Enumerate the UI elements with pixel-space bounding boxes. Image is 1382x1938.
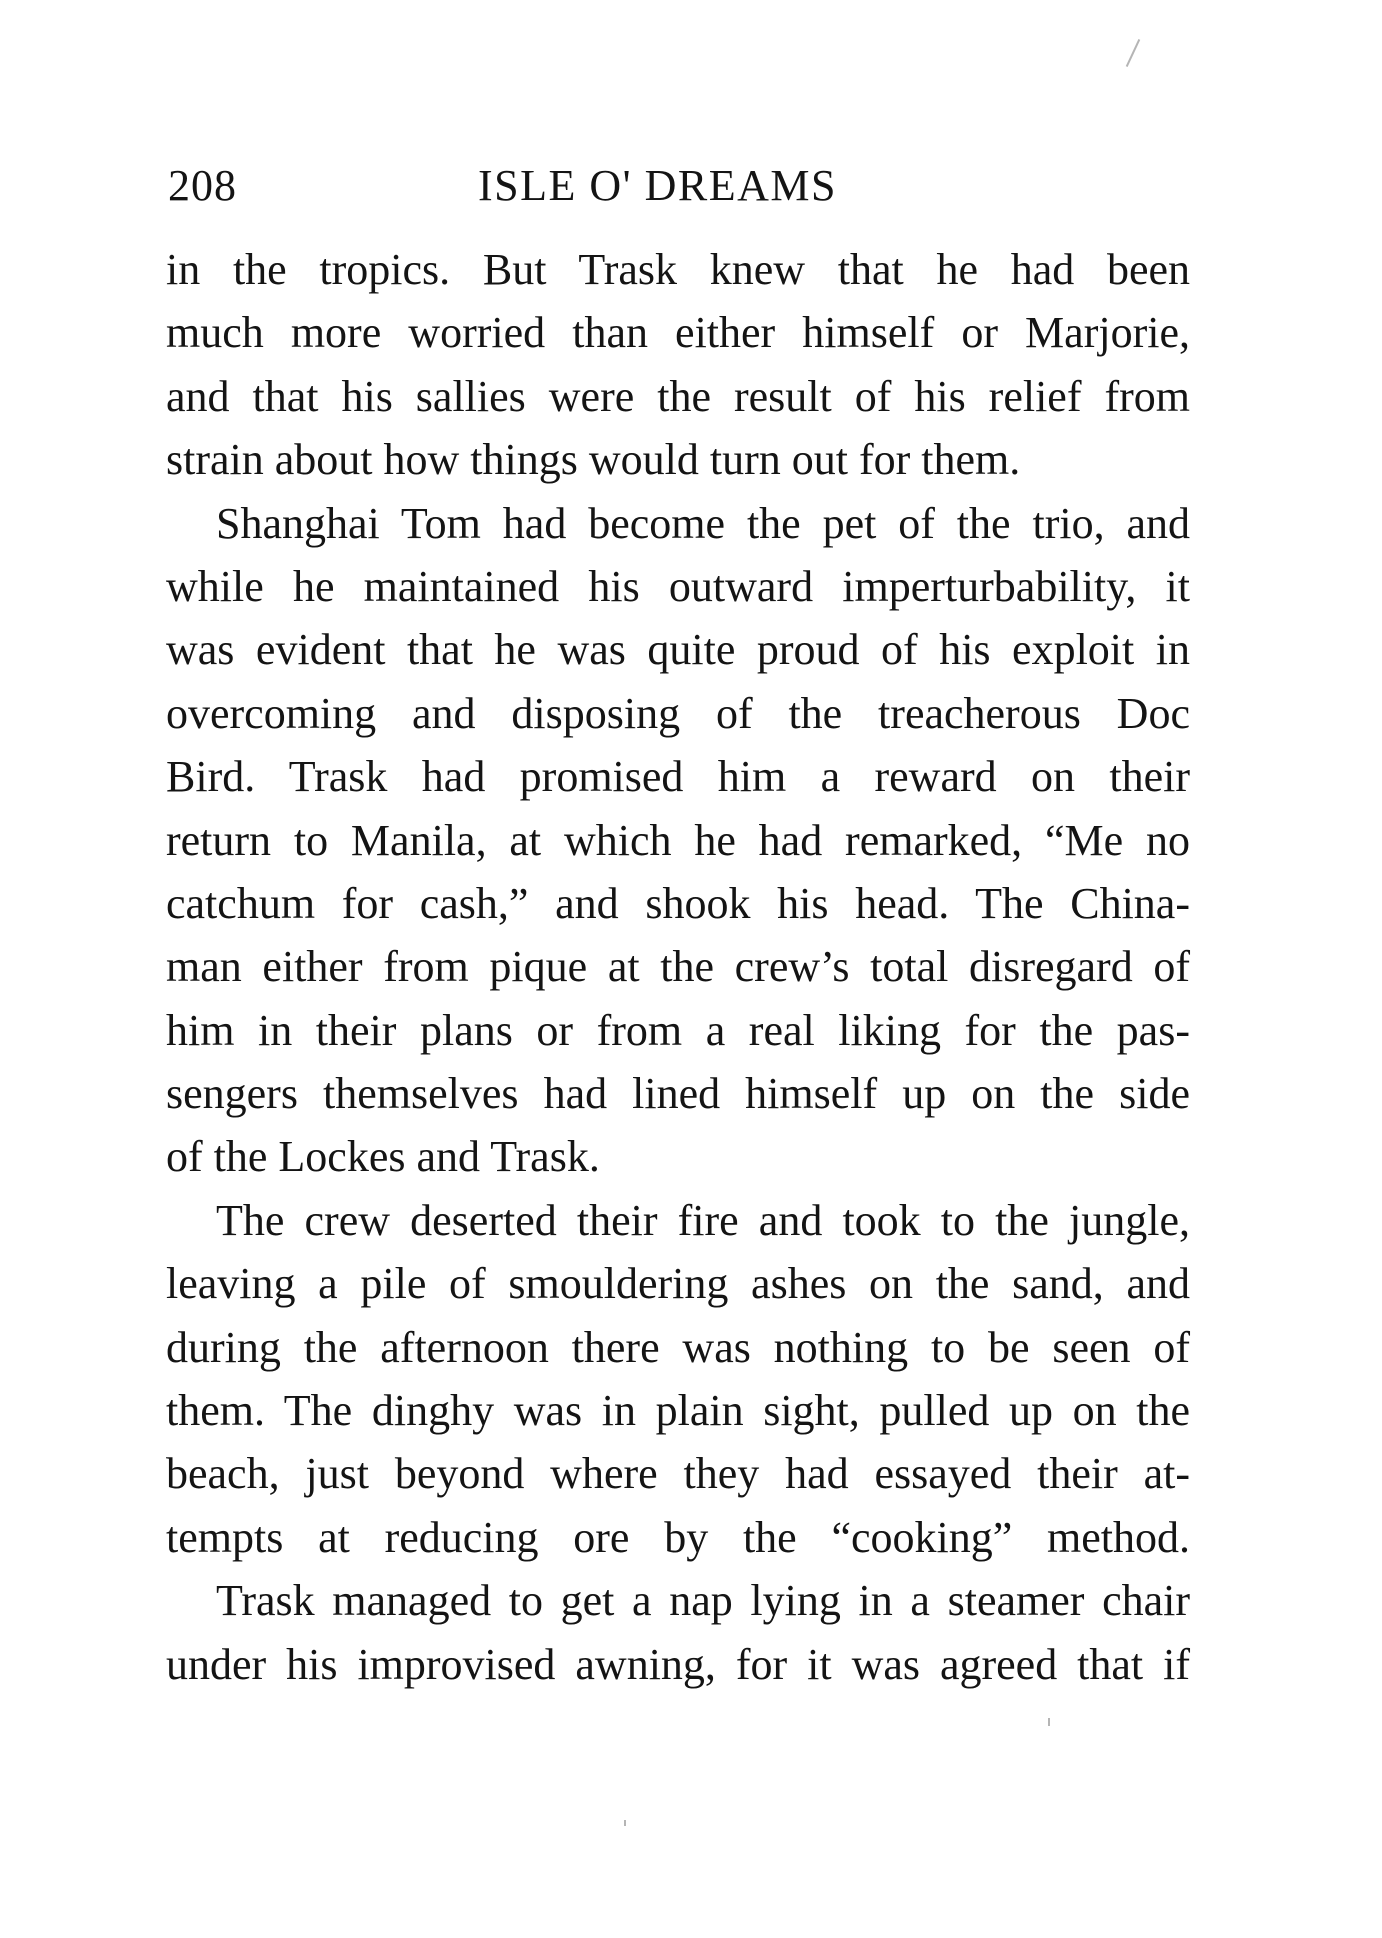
scan-speck [1126, 39, 1140, 67]
page-number: 208 [168, 161, 237, 210]
text-line: overcoming and disposing of the treacherous Doc [166, 688, 1190, 738]
text-line: and that his sallies were the result of his relief from [166, 371, 1190, 421]
text-line: return to Manila, at which he had remarked, “Me no [166, 815, 1190, 865]
text-line: man either from pique at the crew’s total disregard of [166, 942, 1190, 992]
text-line: leaving a pile of smouldering ashes on the sand, and [166, 1259, 1190, 1309]
text-line: much more worried than either himself or Marjorie, [166, 308, 1190, 358]
text-line: tempts at reducing ore by the “cooking” method. [166, 1512, 1190, 1562]
text-line: sengers themselves had lined himself up on the side [166, 1069, 1190, 1119]
text-line: Shanghai Tom had become the pet of the trio, and [216, 498, 1190, 548]
text-line: under his improvised awning, for it was agreed that if [166, 1639, 1190, 1689]
text-line: Trask managed to get a nap lying in a steamer chair [216, 1576, 1190, 1626]
scan-speck [1048, 1718, 1050, 1726]
text-line: Bird. Trask had promised him a reward on their [166, 752, 1190, 802]
running-title: ISLE O' DREAMS [478, 161, 837, 210]
body-text [166, 238, 1190, 1696]
text-line: was evident that he was quite proud of his exploit in [166, 625, 1190, 675]
text-line: The crew deserted their fire and took to the jungle, [216, 1195, 1190, 1245]
running-head [168, 158, 1190, 214]
text-line: strain about how things would turn out for them. [166, 435, 1021, 485]
text-line: beach, just beyond where they had essayed their at- [166, 1449, 1190, 1499]
scan-speck [624, 1820, 626, 1826]
text-line: of the Lockes and Trask. [166, 1132, 600, 1182]
text-line: while he maintained his outward imperturbability, it [166, 561, 1190, 611]
text-line: during the afternoon there was nothing to be seen of [166, 1322, 1190, 1372]
text-line: him in their plans or from a real liking for the pas- [166, 1005, 1190, 1055]
text-line: catchum for cash,” and shook his head. The China- [166, 878, 1190, 928]
text-line: in the tropics. But Trask knew that he had been [166, 245, 1190, 294]
text-line: them. The dinghy was in plain sight, pulled up on the [166, 1386, 1190, 1436]
